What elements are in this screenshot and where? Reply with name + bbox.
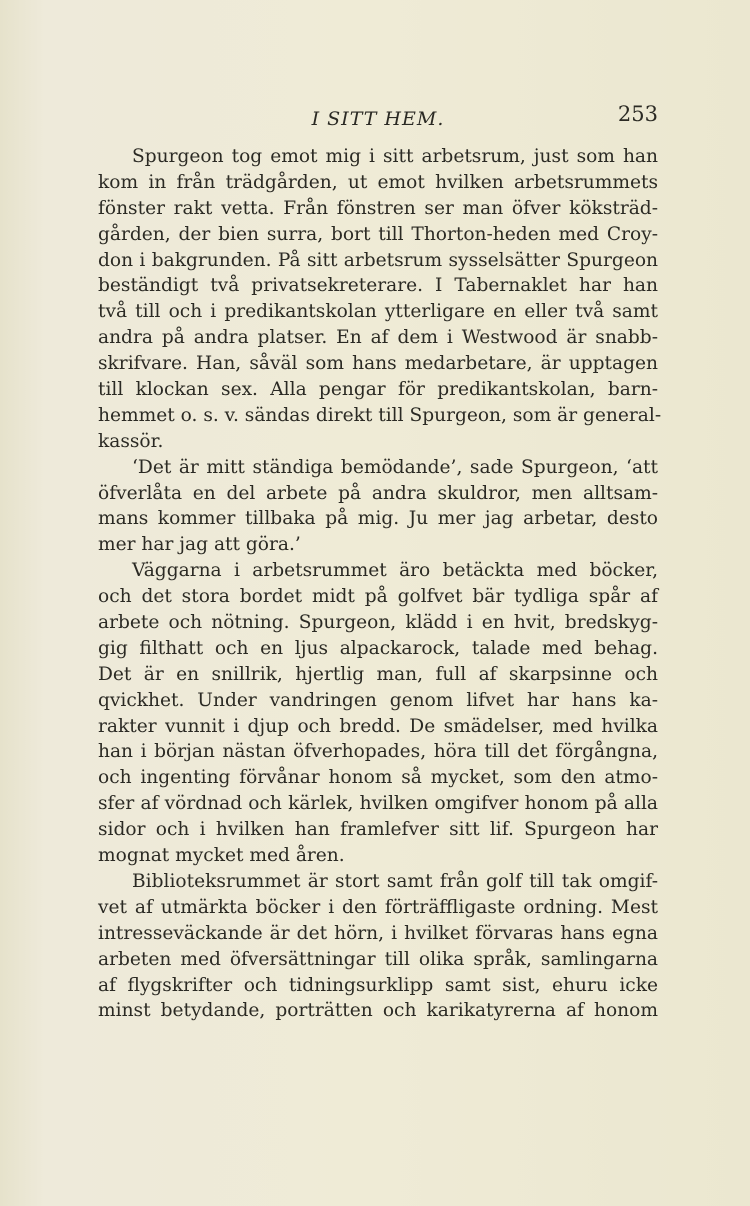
text-line: ‘Det är mitt ständiga bemödande’, sade Spurgeon, ‘att	[132, 456, 658, 478]
text-line: och ingenting förvånar honom så mycket, som den atmo-	[98, 767, 658, 789]
page-header	[98, 102, 658, 136]
text-line: qvickhet. Under vandringen genom lifvet har hans ka-	[98, 689, 658, 711]
text-line: mans kommer tillbaka på mig. Ju mer jag arbetar, desto	[98, 508, 658, 530]
text-line: mer har jag att göra.’	[98, 534, 301, 556]
page-number: 253	[617, 102, 658, 126]
running-title: I SITT HEM.	[311, 108, 445, 130]
body-text	[98, 144, 662, 1024]
text-line: öfverlåta en del arbete på andra skuldror, men alltsam-	[98, 482, 658, 504]
text-line: hemmet o. s. v. sändas direkt till Spurgeon, som är general-	[98, 404, 662, 426]
text-line: Spurgeon tog emot mig i sitt arbetsrum, just som han	[132, 146, 658, 167]
text-line: sfer af vördnad och kärlek, hvilken omgifver honom på alla	[98, 793, 658, 815]
text-line: kassör.	[98, 430, 164, 452]
text-line: gården, der bien surra, bort till Thorton-heden med Croy-	[98, 223, 658, 245]
text-line: och det stora bordet midt på golfvet bär tydliga spår af	[98, 586, 658, 608]
text-line: Biblioteksrummet är stort samt från golf till tak omgif-	[132, 870, 658, 892]
text-line: arbete och nötning. Spurgeon, klädd i en hvit, bredskyg-	[98, 612, 658, 634]
text-line: minst betydande, porträtten och karikatyrerna af honom	[98, 1000, 658, 1022]
text-line: beständigt två privatsekreterare. I Tabernaklet har han	[98, 275, 658, 297]
text-line: rakter vunnit i djup och bredd. De smädelser, med hvilka	[98, 715, 658, 737]
text-line: han i början nästan öfverhopades, höra till det förgångna,	[98, 741, 658, 763]
text-line: andra på andra platser. En af dem i Westwood är snabb-	[98, 327, 658, 349]
text-line: sidor och i hvilken han framlefver sitt lif. Spurgeon har	[98, 819, 658, 841]
text-line: gig filthatt och en ljus alpackarock, talade med behag.	[98, 637, 658, 659]
text-line: don i bakgrunden. På sitt arbetsrum sysselsätter Spurgeon	[98, 249, 658, 271]
text-line: vet af utmärkta böcker i den förträffligaste ordning. Mest	[98, 896, 658, 918]
text-line: fönster rakt vetta. Från fönstren ser man öfver köksträd-	[98, 197, 658, 219]
text-line: af flygskrifter och tidningsurklipp samt sist, ehuru icke	[98, 974, 658, 996]
text-line: Väggarna i arbetsrummet äro betäckta med böcker,	[132, 560, 658, 582]
text-line: Det är en snillrik, hjertlig man, full af skarpsinne och	[98, 663, 658, 685]
text-line: mognat mycket med åren.	[98, 845, 345, 867]
text-line: två till och i predikantskolan ytterligare en eller två samt	[98, 301, 658, 323]
text-line: till klockan sex. Alla pengar för predikantskolan, barn-	[98, 379, 658, 401]
text-line: kom in från trädgården, ut emot hvilken arbetsrummets	[98, 171, 658, 193]
text-line: skrifvare. Han, såväl som hans medarbetare, är upptаgen	[98, 353, 658, 375]
text-line: intresseväckande är det hörn, i hvilket förvaras hans egna	[98, 922, 658, 944]
text-line: arbeten med öfversättningar till olika språk, samlingarna	[98, 948, 658, 970]
